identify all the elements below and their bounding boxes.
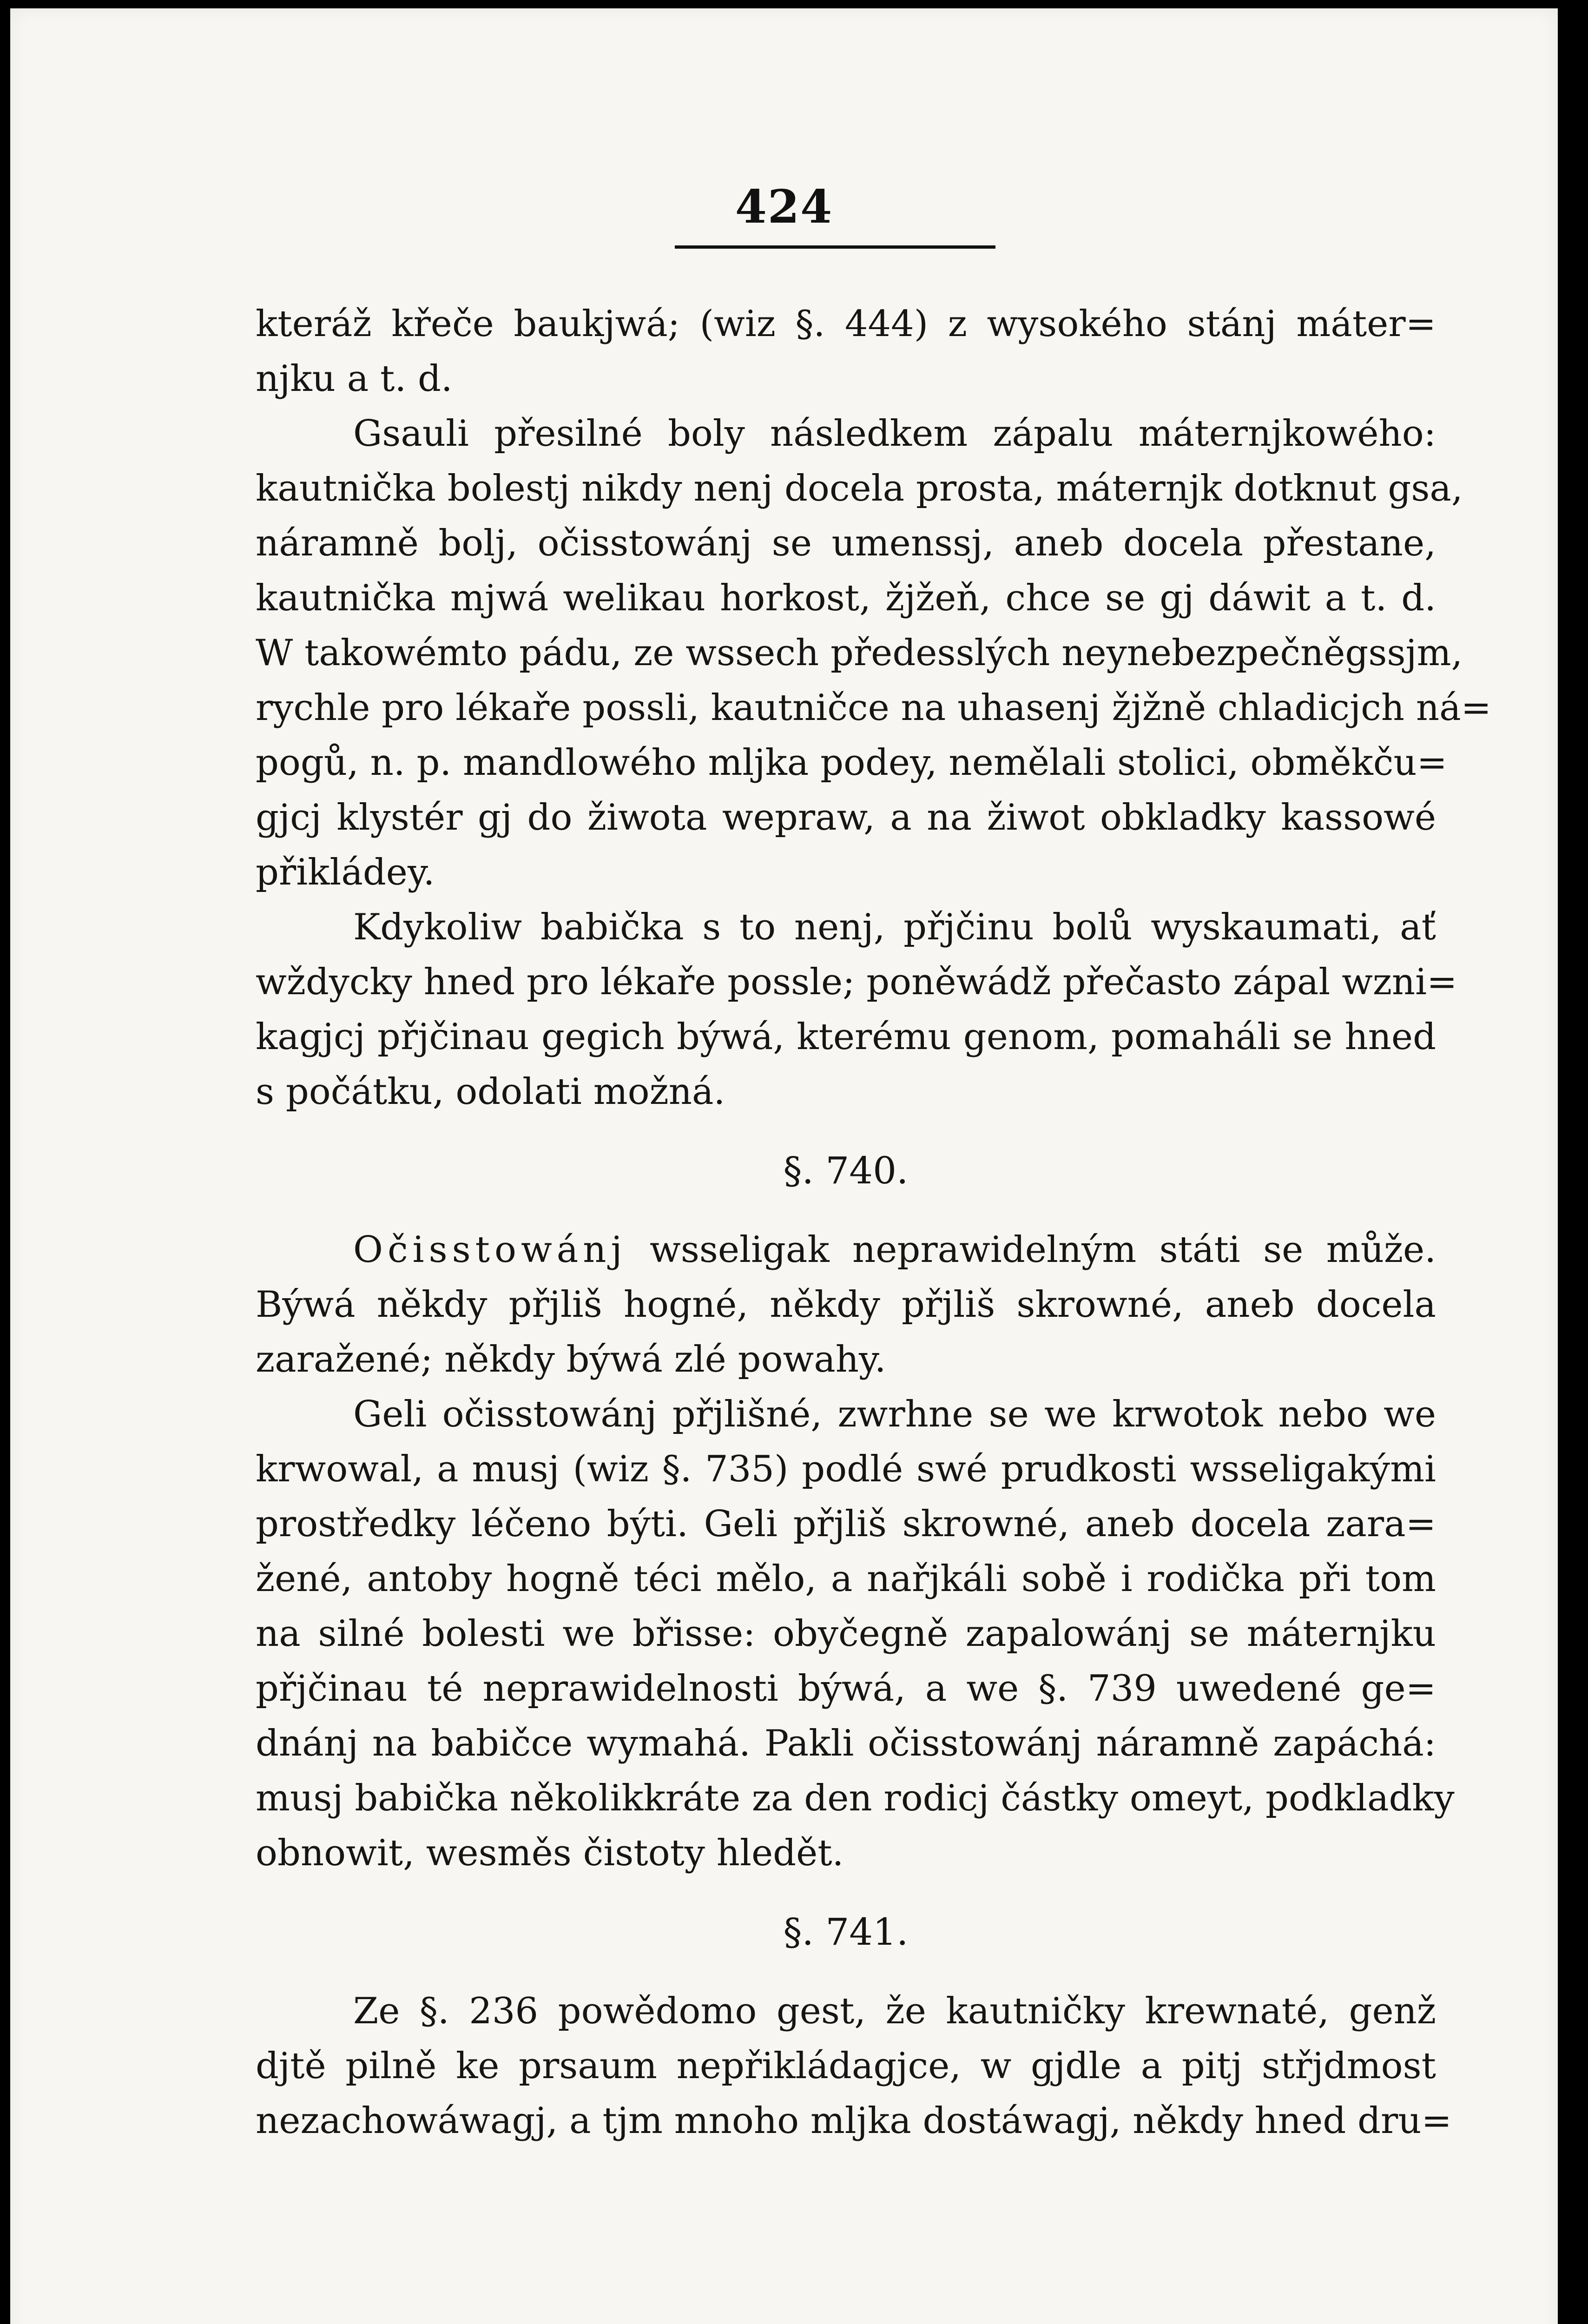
header-rule [675, 245, 995, 249]
book-page [10, 8, 1558, 2324]
text-line: Geli očisstowánj přjlišné, zwrhne se we krwotok nebo we [353, 1393, 1436, 1435]
text-line: s počátku, odolati možná. [256, 1071, 725, 1113]
text-line: přjčinau té neprawidelnosti býwá, a we §. 739 uwedené ge= [256, 1668, 1436, 1710]
text-line: kautnička mjwá welikau horkost, žjžeň, chce se gj dáwit a t. d. [256, 577, 1436, 619]
text-line: náramně bolj, očisstowánj se umenssj, aneb docela přestane, [256, 522, 1436, 564]
paragraph [256, 900, 1457, 1119]
text-line: W takowémto pádu, ze wssech předesslých neynebezpečněgssjm, [256, 632, 1463, 674]
section-heading-741: §. 741. [783, 1910, 909, 1954]
text-line: zaražené; někdy býwá zlé powahy. [256, 1339, 886, 1380]
text-line: gjcj klystér gj do žiwota wepraw, a na žiwot obkladky kassowé [256, 797, 1436, 838]
text-line: prostředky léčeno býti. Geli přjliš skrowné, aneb docela zara= [256, 1503, 1436, 1545]
section-heading-740: §. 740. [783, 1149, 909, 1192]
text-line: přikládey. [256, 852, 435, 893]
text-line: nezachowáwagj, a tjm mnoho mljka dostáwagj, někdy hned dru= [256, 2100, 1452, 2142]
text-line: rychle pro lékaře possli, kautničce na uhasenj žjžně chladicjch ná= [256, 687, 1491, 729]
text-line: njku a t. d. [256, 358, 453, 400]
page-body [256, 297, 1491, 2148]
spaced-term: Očisstowánj [353, 1229, 627, 1271]
page-number: 424 [735, 180, 833, 234]
paragraph [256, 406, 1491, 900]
text-line: dnánj na babičce wymahá. Pakli očisstowánj náramně zapáchá: [256, 1723, 1436, 1764]
text-line: na silné bolesti we břisse: obyčegně zapalowánj se máternjku [256, 1613, 1436, 1655]
text-fragment: wsseligak neprawidelným státi se může. [626, 1229, 1436, 1271]
paragraph [256, 297, 1436, 406]
text-line: musj babička několikkráte za den rodicj částky omeyt, podkladky [256, 1777, 1455, 1819]
text-line: pogů, n. p. mandlowého mljka podey, nemělali stolici, obměkču= [256, 742, 1448, 784]
text-line: Kdykoliw babička s to nenj, přjčinu bolů wyskaumati, ať [353, 906, 1436, 948]
page-header [10, 180, 1558, 234]
text-line: Ze §. 236 powědomo gest, že kautničky krewnaté, genž [353, 1990, 1436, 2032]
text-line: krwowal, a musj (wiz §. 735) podlé swé prudkosti wsseligakými [256, 1448, 1436, 1490]
paragraph [256, 1984, 1452, 2148]
paragraph [256, 1222, 1436, 1387]
text-line: obnowit, wesměs čistoty hledět. [256, 1832, 844, 1874]
text-line [256, 1222, 1436, 1277]
text-line: djtě pilně ke prsaum nepřikládagjce, w gjdle a pitj střjdmost [256, 2045, 1436, 2087]
text-line: kautnička bolestj nikdy nenj docela prosta, máternjk dotknut gsa, [256, 468, 1463, 509]
paragraph [256, 1387, 1455, 1881]
text-line: kteráž křeče baukjwá; (wiz §. 444) z wysokého stánj máter= [256, 303, 1436, 345]
text-line: žené, antoby hogně téci mělo, a nařjkáli sobě i rodička při tom [256, 1558, 1436, 1600]
text-line: kagjcj přjčinau gegich býwá, kterému genom, pomaháli se hned [256, 1016, 1436, 1058]
text-line: Býwá někdy přjliš hogné, někdy přjliš skrowné, aneb docela [256, 1284, 1436, 1326]
text-line: Gsauli přesilné boly následkem zápalu máternjkowého: [353, 413, 1436, 455]
text-line: wždycky hned pro lékaře possle; poněwádž přečasto zápal wzni= [256, 961, 1457, 1003]
